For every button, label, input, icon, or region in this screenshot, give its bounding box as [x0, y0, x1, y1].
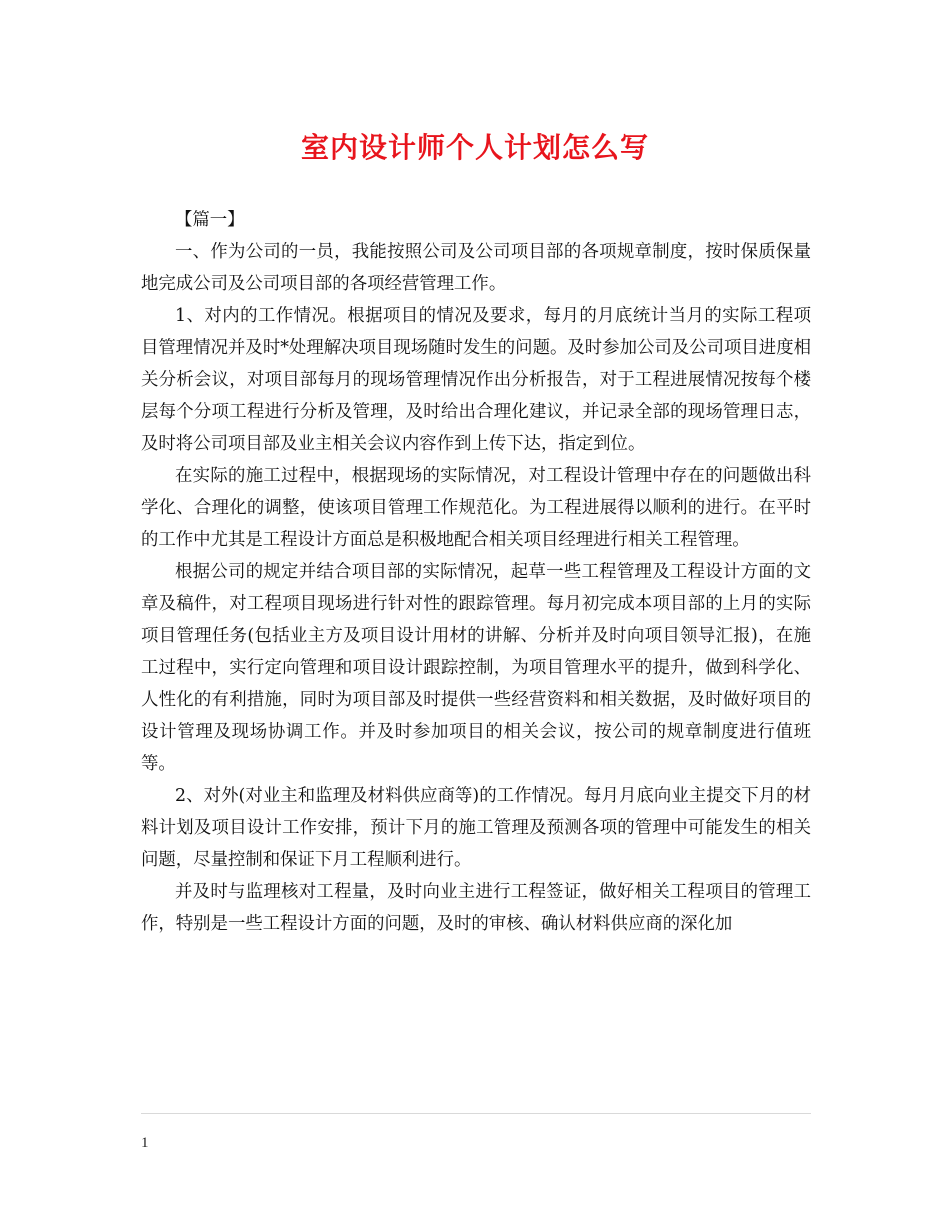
paragraph-1: 一、作为公司的一员，我能按照公司及公司项目部的各项规章制度，按时保质保量地完成公司及公司项目部的各项经营管理工作。: [141, 242, 811, 294]
page-number: 1: [141, 1135, 149, 1151]
paragraph-4: 根据公司的规定并结合项目部的实际情况，起草一些工程管理及工程设计方面的文章及稿件，对工程项目现场进行针对性的跟踪管理。每月初完成本项目部的上月的实际项目管理任务(包括业主方及项目设计用材的讲解、分析并及时向项目领导汇报)，在施工过程中，实行定向管理和项目设计跟踪控制，为项目管理水平的提升，做到科学化、人性化的有利措施，同时为项目部及时提供一些经营资料和相关数据，及时做好项目的设计管理及现场协调工作。并及时参加项目的相关会议，按公司的规章制度进行值班等。: [141, 562, 811, 774]
document-title: 室内设计师个人计划怎么写: [300, 131, 649, 164]
footer-rule: [141, 1113, 811, 1114]
paragraph-2: 1、对内的工作情况。根据项目的情况及要求，每月的月底统计当月的实际工程项目管理情况并及时*处理解决项目现场随时发生的问题。及时参加公司及公司项目进度相关分析会议，对项目部每月的现场管理情况作出分析报告，对于工程进展情况按每个楼层每个分项工程进行分析及管理，及时给出合理化建议，并记录全部的现场管理日志，及时将公司项目部及业主相关会议内容作到上传下达，指定到位。: [141, 306, 811, 454]
paragraph-6: 并及时与监理核对工程量，及时向业主进行工程签证，做好相关工程项目的管理工作，特别是一些工程设计方面的问题，及时的审核、确认材料供应商的深化加: [141, 882, 811, 934]
paragraph-3: 在实际的施工过程中，根据现场的实际情况，对工程设计管理中存在的问题做出科学化、合理化的调整，使该项目管理工作规范化。为工程进展得以顺利的进行。在平时的工作中尤其是工程设计方面总是积极地配合相关项目经理进行相关工程管理。: [141, 466, 811, 550]
paragraph-5: 2、对外(对业主和监理及材料供应商等)的工作情况。每月月底向业主提交下月的材料计划及项目设计工作安排，预计下月的施工管理及预测各项的管理中可能发生的相关问题，尽量控制和保证下月工程顺利进行。: [141, 786, 811, 870]
document-body: [141, 204, 811, 940]
section-tag: 【篇一】: [175, 210, 245, 230]
